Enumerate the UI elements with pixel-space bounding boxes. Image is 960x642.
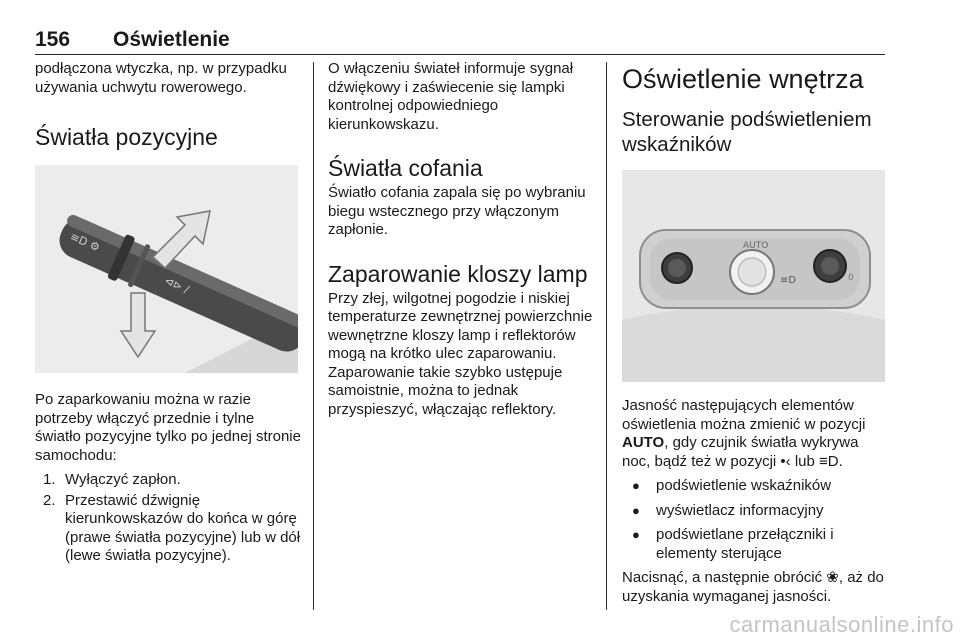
headlight-symbol-icon: ≡D	[819, 452, 839, 470]
sidelight-symbol-icon: •‹	[780, 452, 791, 470]
brightness-knob-icon: ❀	[826, 569, 839, 586]
section-heading-reversing-lights: Światła cofania	[328, 155, 483, 181]
steps-list	[35, 471, 303, 566]
illumination-elements-list	[622, 477, 890, 563]
section-heading-fogged-lenses: Zaparowanie kloszy lamp	[328, 260, 588, 287]
step-number: 2.	[43, 491, 56, 509]
intro-text: podłączona wtyczka, np. w przypadku używania uchwytu rowerowego.	[35, 60, 287, 96]
list-item: ● wyświetlacz informacyjny	[622, 502, 890, 521]
svg-text:≡D: ≡D	[780, 275, 797, 286]
illumination-paragraph: Jasność następujących elementów oświetlenia można zmienić w pozycji AUTO, gdy czujnik światła wykrywa noc, bądź też w pozycji •‹ lub ≡D.	[622, 397, 866, 470]
fogged-lenses-paragraph: Przy złej, wilgotnej pogodzie i niskiej temperaturze zewnętrznej powierzchnie wewnętrzne kloszy lamp i reflektorów mogą na krótko ulec zaparowaniu. Zaparowanie takie szybko ustępuje samoistnie, można to jednak przyspieszyć, włączając reflektory.	[328, 289, 593, 418]
page-number: 156	[35, 28, 71, 51]
list-item: ● podświetlenie wskaźników	[622, 477, 890, 496]
step-text: Wyłączyć zapłon.	[65, 471, 181, 488]
position-lights-paragraph: Po zaparkowaniu można w razie potrzeby włączyć przednie i tylne światło pozycyjne tylko po jednej stronie samochodu:	[35, 391, 301, 464]
page-header	[35, 26, 885, 55]
running-title: Oświetlenie	[113, 28, 230, 51]
column-middle	[328, 60, 596, 419]
column-left	[35, 60, 303, 566]
section-heading-position-lights: Światła pozycyjne	[35, 124, 218, 150]
step-number: 1.	[43, 471, 56, 488]
svg-text:0: 0	[848, 273, 854, 283]
list-item: ● podświetlane przełączniki i elementy sterujące	[622, 526, 890, 563]
section-heading-interior-lighting: Oświetlenie wnętrza	[622, 64, 864, 94]
intro-text: O włączeniu świateł informuje sygnał dźwiękowy i zaświecenie się lampki kontrolnej odpowiedniego kierunkowskazu.	[328, 60, 574, 133]
list-item	[35, 471, 303, 490]
panel-auto-label: AUTO	[743, 241, 769, 251]
light-switch-panel-illustration	[622, 170, 885, 382]
list-item	[35, 492, 303, 566]
column-divider	[313, 62, 314, 610]
step-text: Przestawić dźwignię kierunkowskazów do końca w górę (prawe światła pozycyjne) lub w dół (lewe światła pozycyjne).	[65, 491, 301, 564]
auto-label: AUTO	[622, 434, 665, 451]
reversing-lights-paragraph: Światło cofania zapala się po wybraniu biegu wstecznego przy włączonym zapłonie.	[328, 184, 586, 238]
subsection-heading-instrument-illumination: Sterowanie podświetleniem wskaźników	[622, 108, 872, 156]
turn-signal-lever-illustration	[35, 165, 298, 373]
column-divider	[606, 62, 607, 610]
brightness-paragraph: Nacisnąć, a następnie obrócić ❀, aż do uzyskania wymaganej jasności.	[622, 569, 884, 605]
column-right	[622, 60, 890, 606]
svg-text:≡D ⚙: ≡D ⚙	[68, 229, 102, 255]
svg-text:⊲⊳ /: ⊲⊳ /	[162, 273, 192, 297]
watermark: carmanualsonline.info	[729, 612, 954, 637]
